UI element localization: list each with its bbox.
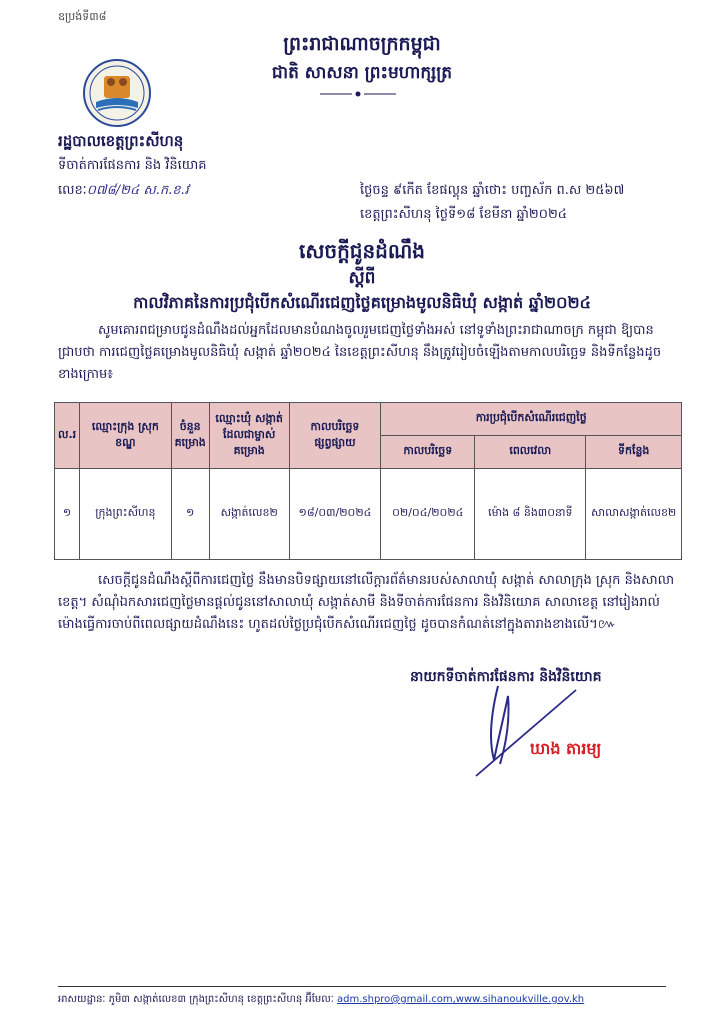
handwritten-signature <box>470 680 610 780</box>
header-meeting-time: ពេលវេលា <box>475 436 586 469</box>
national-motto: ជាតិ សាសនា ព្រះមហាក្សត្រ <box>271 63 453 83</box>
footer-email-link[interactable]: adm.shpro@gmail.com <box>337 994 453 1005</box>
signer-title: នាយកទីចាត់ការផែនការ និងវិនិយោគ <box>410 669 602 685</box>
header-meeting-date: កាលបរិច្ឆេទ <box>381 436 475 469</box>
table-row <box>55 469 682 560</box>
header-publish-date: កាលបរិច្ឆេទ ផ្សព្វផ្សាយ <box>289 403 381 469</box>
schedule-table <box>54 402 682 560</box>
province-seal-icon <box>82 58 152 128</box>
footer-address <box>58 992 584 1007</box>
ornament-divider <box>318 90 398 98</box>
reference-value: ០៧៨/២៤ ស.ក.ខ.វ <box>86 183 189 198</box>
sender-administration: រដ្ឋបាលខេត្តព្រះសីហនុ <box>58 132 184 150</box>
cell-project-count: ១ <box>171 469 209 560</box>
intro-paragraph: សូមគោរពជម្រាបជូនដំណឹងដល់អ្នកដែលមានបំណងចូលរួមជេញថ្លៃទាំងអស់ នៅទូទាំងព្រះរាជាណាចក្រ កម្ពុជា ឱ្យបានជ្រាបថា ការជេញថ្លៃគម្រោងមូលនិធិឃុំ សង្កាត់ ឆ្នាំ២០២៤ នៃខេត្តព្រះសីហនុ នឹងត្រូវរៀបចំឡើងតាមកាលបរិច្ឆេទ និងទីកន្លែងដូចខាងក្រោម៖ <box>58 323 662 382</box>
header-no: ល.រ <box>55 403 80 469</box>
reference-number <box>58 182 189 201</box>
header-city: ឈ្មោះក្រុង ស្រុក ខណ្ឌ <box>80 403 171 469</box>
notice-subject-label: ស្តីពី <box>348 268 376 288</box>
notice-subject: កាលវិភាគនៃការប្រជុំបើកសំណើរជេញថ្លៃគម្រោងមូលនិធិឃុំ សង្កាត់ ឆ្នាំ២០២៤ <box>133 293 591 312</box>
footer-website-link[interactable]: ,www.sihanoukville.gov.kh <box>452 994 585 1005</box>
signer-name: ឃាង តារម្យ <box>530 739 602 758</box>
header-meeting-group: ការប្រជុំបើកសំណើរជេញថ្លៃ <box>381 403 682 436</box>
header-meeting-place: ទីកន្លែង <box>586 436 682 469</box>
cell-meeting-date: ០២/០៤/២០២៤ <box>381 469 475 560</box>
header-project-count: ចំនួន គម្រោង <box>171 403 209 469</box>
solar-date: ខេត្តព្រះសីហនុ ថ្ងៃទី១៨ ខែមីនា ឆ្នាំ២០២៤ <box>360 207 568 222</box>
cell-no: ១ <box>55 469 80 560</box>
cell-meeting-time: ម៉ោង ៨ និង៣០នាទី <box>475 469 586 560</box>
closing-paragraph: សេចក្តីជូនដំណឹងស្តីពីការជេញថ្លៃ នឹងមានបិទផ្សាយនៅលើក្តារព័ត៌មានរបស់សាលាឃុំ សង្កាត់ សាលាក្រុង ស្រុក និងសាលាខេត្ត។ សំណុំឯកសារជេញថ្លៃមានផ្តល់ជូននៅសាលាឃុំ សង្កាត់សាមី និងទីចាត់ការផែនការ និងវិនិយោគ សាលាខេត្ត នៅរៀងរាល់ម៉ោងធ្វើការចាប់ពីពេលផ្សាយដំណឹងនេះ ហូតដល់ថ្ងៃប្រជុំបើកសំណើរជេញថ្លៃ ដូចបានកំណត់នៅក្នុងតារាងខាងលើ។៚ <box>58 573 675 632</box>
cell-commune: សង្កាត់លេខ២ <box>209 469 289 560</box>
kingdom-heading: ព្រះរាជាណាចក្រកម្ពុជា <box>283 33 441 55</box>
sender-department: ទីចាត់ការផែនការ និង វិនិយោគ <box>58 158 207 173</box>
footer-address-text: អាសយដ្ឋានៈ ភូមិ៣ សង្កាត់លេខ៣ ក្រុងព្រះសីហនុ ខេត្តព្រះសីហនុ អ៊ីមែលៈ <box>58 994 334 1005</box>
cell-city: ក្រុងព្រះសីហនុ <box>80 469 171 560</box>
footer-divider <box>58 986 666 987</box>
cell-meeting-place: សាលាសង្កាត់លេខ២ <box>586 469 682 560</box>
page-number: ឧប្រង់ទី៣៨ <box>58 10 107 23</box>
reference-label: លេខៈ <box>58 183 87 198</box>
header-commune: ឈ្មោះឃុំ សង្កាត់ ដែលជាម្ចាស់ គម្រោង <box>209 403 289 469</box>
cell-publish-date: ១៨/០៣/២០២៤ <box>289 469 381 560</box>
notice-title: សេចក្តីជូនដំណឹង <box>299 239 425 263</box>
lunar-date: ថ្ងៃចន្ទ ៩កើត ខែផល្គុន ឆ្នាំថោះ បញ្ចស័ក ព.ស ២៥៦៧ <box>360 183 625 198</box>
